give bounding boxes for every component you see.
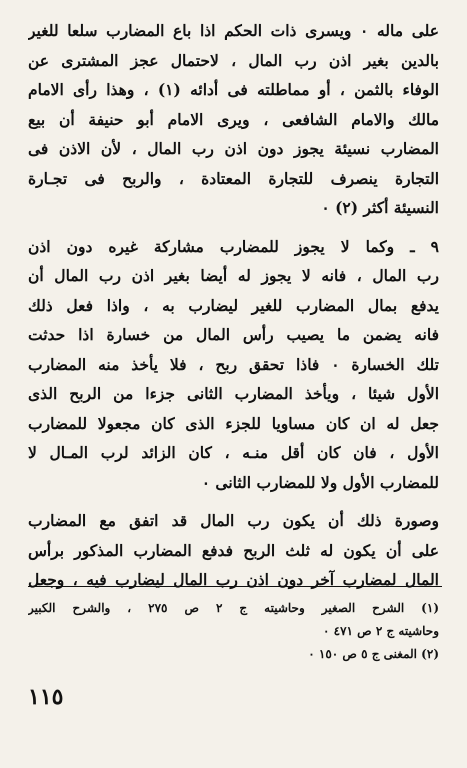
- text-line: فانه يضمن ما يصيب رأس المال من خسارة اذا حدثت: [28, 325, 439, 344]
- paragraph-3: [28, 506, 439, 595]
- text-line: الوفاء بالثمن ، أو مماطلته فى أدائه (١) ، وهذا رأى الامام: [28, 80, 439, 99]
- footnote-1: (١) الشرح الصغير وحاشيته ج ٢ ص ٢٧٥ ، والشرح الكبير: [28, 601, 439, 615]
- paragraph-1: [28, 16, 439, 223]
- text-line: تلك الخسارة ٠ فاذا تحقق ربح ، فلا يأخذ منه المضارب: [28, 354, 439, 374]
- text-line: بالدين بغير اذن رب المال ، لاحتمال عجز المشترى عن: [28, 50, 439, 70]
- text-line: على أن يكون له ثلث الربح فدفع المضارب المذكور برأس: [28, 540, 439, 560]
- text-line: جعل له ان كان مساويا للجزء الذى كان مجعولا للمضارب: [28, 413, 439, 433]
- text-line: رب المال ، فانه لا يجوز له أيضا بغير اذن رب المال أن: [28, 266, 439, 285]
- text-line: وصورة ذلك أن يكون رب المال قد اتفق مع المضارب: [28, 511, 439, 530]
- footnote-2: (٢) المغنى ج ٥ ص ١٥٠ ٠: [308, 647, 439, 661]
- text-line: الأول ، فان كان أقل منـه ، كان الزائد لرب المـال لا: [28, 443, 439, 462]
- footnote-1-continued: وحاشيته ج ٢ ص ٤٧١ ٠: [322, 624, 439, 638]
- footnote-divider: [28, 586, 442, 587]
- paragraph-2: [28, 232, 439, 498]
- text-line: المضارب نسيئة يجوز دون اذن رب المال ، لأن الاذن فى: [28, 139, 439, 158]
- text-line: على ماله ٠ ويسرى ذات الحكم اذا باع المضارب سلعا للغير: [28, 21, 439, 40]
- text-line: الأول شيئا ، ويأخذ المضارب الثانى جزءا من الربح الذى: [28, 384, 439, 403]
- text-line: للمضارب الأول ولا للمضارب الثانى ٠: [201, 472, 439, 492]
- text-line: ٩ ـ وكما لا يجوز للمضارب مشاركة غيره دون اذن: [28, 236, 439, 256]
- text-line: النسيئة أكثر (٢) ٠: [321, 198, 439, 217]
- footnotes: [28, 597, 439, 666]
- text-line: المال لمضارب آخر دون اذن رب المال ليضارب فيه ، وجعل: [28, 570, 439, 589]
- text-line: مالك والامام الشافعى ، ويرى الامام أبو حنيفة أن بيع: [28, 109, 439, 129]
- main-text: [28, 16, 439, 595]
- page-number: ١١٥: [28, 684, 64, 710]
- text-line: يدفع بمال المضارب للغير ليضارب به ، واذا فعل ذلك: [28, 295, 439, 315]
- text-line: التجارة ينصرف للتجارة المعتادة ، والربح فى تجـارة: [28, 168, 439, 188]
